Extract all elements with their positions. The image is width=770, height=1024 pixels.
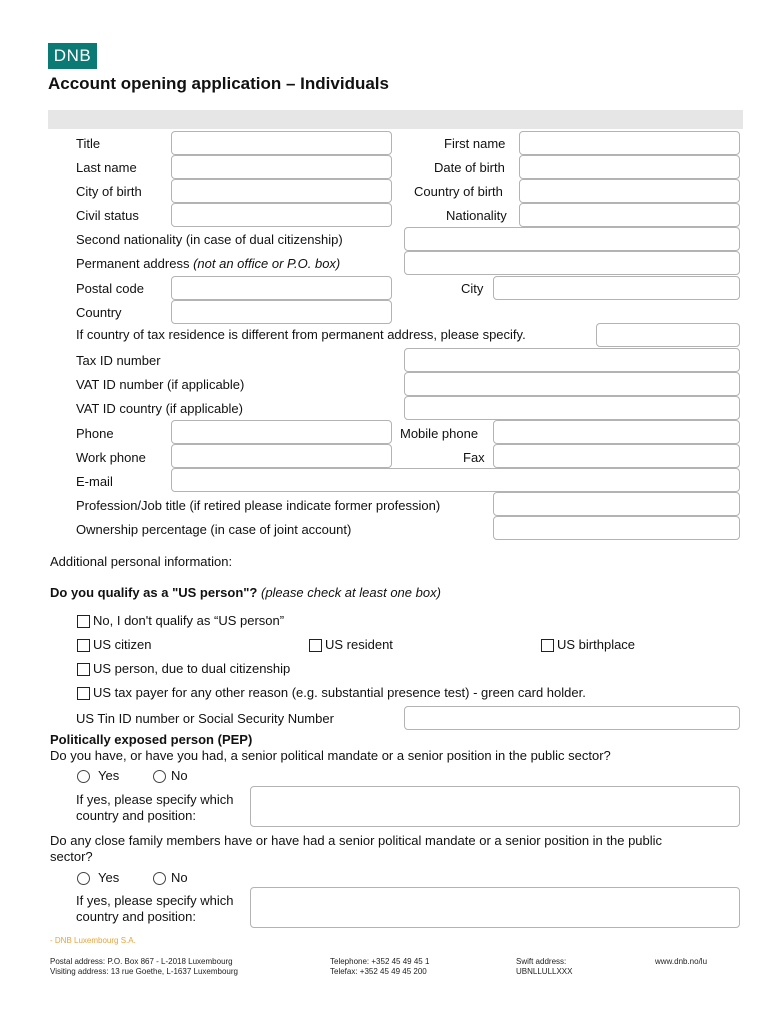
vat-id-input[interactable] [404,372,740,396]
pep-1-specify-input[interactable] [250,786,740,827]
us-citizen-checkbox[interactable] [77,639,90,652]
permanent-address-input[interactable] [404,251,740,275]
title-input[interactable] [171,131,392,155]
footer-postal-address: Postal address: P.O. Box 867 - L-2018 Luxembourg [50,957,233,966]
last-name-input[interactable] [171,155,392,179]
pep-2-specify-input[interactable] [250,887,740,928]
us-dual-citizenship-label: US person, due to dual citizenship [93,661,291,676]
footer-website[interactable]: www.dnb.no/lu [655,957,708,966]
us-resident-checkbox[interactable] [309,639,322,652]
pep-2-no-radio[interactable] [153,872,166,885]
us-person-question [50,585,441,601]
title-label: Title [76,136,101,151]
footer-telefax: Telefax: +352 45 49 45 200 [330,967,427,976]
first-name-label: First name [444,136,506,151]
profession-label: Profession/Job title (if retired please indicate former profession) [76,498,441,513]
ownership-label: Ownership percentage (in case of joint account) [76,522,352,537]
us-birthplace-checkbox[interactable] [541,639,554,652]
us-person-question-text: Do you qualify as a "US person"? [50,585,261,600]
vat-id-label: VAT ID number (if applicable) [76,377,245,392]
footer-telephone: Telephone: +352 45 49 45 1 [330,957,430,966]
us-tin-input[interactable] [404,706,740,730]
civil-status-input[interactable] [171,203,392,227]
work-phone-label: Work phone [76,450,146,465]
pep-1-specify-line2: country and position: [76,808,196,823]
last-name-label: Last name [76,160,137,175]
permanent-address-label [76,256,340,272]
dnb-logo: DNB [48,43,97,69]
pep-2-yes-radio[interactable] [77,872,90,885]
city-input[interactable] [493,276,740,300]
page-title: Account opening application – Individuals [48,74,389,93]
pep-2-yes-label: Yes [98,870,120,885]
us-dual-citizenship-checkbox[interactable] [77,663,90,676]
pep-question-2-line1: Do any close family members have or have had a senior political mandate or a senior position in the public [50,833,663,848]
pep-1-no-radio[interactable] [153,770,166,783]
permanent-address-text: Permanent address [76,256,194,271]
us-tax-payer-checkbox[interactable] [77,687,90,700]
city-of-birth-input[interactable] [171,179,392,203]
pep-2-specify-line2: country and position: [76,909,196,924]
us-resident-label: US resident [325,637,393,652]
country-of-birth-label: Country of birth [414,184,503,199]
vat-country-input[interactable] [404,396,740,420]
us-birthplace-label: US birthplace [557,637,636,652]
mobile-phone-input[interactable] [493,420,740,444]
pep-heading: Politically exposed person (PEP) [50,732,253,747]
email-input[interactable] [171,468,740,492]
phone-input[interactable] [171,420,392,444]
not-us-person-label: No, I don't qualify as “US person” [93,613,285,628]
date-of-birth-input[interactable] [519,155,740,179]
postal-code-label: Postal code [76,281,144,296]
pep-1-yes-radio[interactable] [77,770,90,783]
tax-id-label: Tax ID number [76,353,161,368]
footer-swift-label: Swift address: [516,957,567,966]
pep-1-specify-line1: If yes, please specify which [76,792,234,807]
ownership-input[interactable] [493,516,740,540]
date-of-birth-label: Date of birth [434,160,505,175]
tax-residence-label: If country of tax residence is different from permanent address, please specify. [76,327,526,342]
work-phone-input[interactable] [171,444,392,468]
vat-country-label: VAT ID country (if applicable) [76,401,243,416]
civil-status-label: Civil status [76,208,139,223]
section-band [48,110,743,129]
second-nationality-label: Second nationality (in case of dual citizenship) [76,232,343,247]
pep-1-no-label: No [171,768,188,783]
footer-visiting-address: Visiting address: 13 rue Goethe, L-1637 Luxembourg [50,967,238,976]
pep-1-yes-label: Yes [98,768,120,783]
us-tax-payer-label: US tax payer for any other reason (e.g. substantial presence test) - green card holder. [93,685,586,700]
us-citizen-label: US citizen [93,637,152,652]
nationality-label: Nationality [446,208,507,223]
tax-residence-input[interactable] [596,323,740,347]
city-label: City [461,281,484,296]
not-us-person-checkbox[interactable] [77,615,90,628]
second-nationality-input[interactable] [404,227,740,251]
fax-input[interactable] [493,444,740,468]
country-label: Country [76,305,122,320]
fax-label: Fax [463,450,485,465]
footer-swift-code: UBNLLULLXXX [516,967,573,976]
us-person-question-note: (please check at least one box) [260,585,441,600]
pep-question-1: Do you have, or have you had, a senior political mandate or a senior position in the public sector? [50,748,611,763]
footer-company: - DNB Luxembourg S.A. [50,936,136,945]
pep-question-2-line2: sector? [50,849,93,864]
profession-input[interactable] [493,492,740,516]
first-name-input[interactable] [519,131,740,155]
pep-2-specify-line1: If yes, please specify which [76,893,234,908]
phone-label: Phone [76,426,114,441]
nationality-input[interactable] [519,203,740,227]
email-label: E-mail [76,474,113,489]
country-of-birth-input[interactable] [519,179,740,203]
permanent-address-note: (not an office or P.O. box) [193,256,341,271]
country-input[interactable] [171,300,392,324]
tax-id-input[interactable] [404,348,740,372]
mobile-phone-label: Mobile phone [400,426,479,441]
pep-2-no-label: No [171,870,188,885]
us-tin-label: US Tin ID number or Social Security Number [76,711,334,726]
additional-info-label: Additional personal information: [50,554,233,569]
postal-code-input[interactable] [171,276,392,300]
city-of-birth-label: City of birth [76,184,142,199]
